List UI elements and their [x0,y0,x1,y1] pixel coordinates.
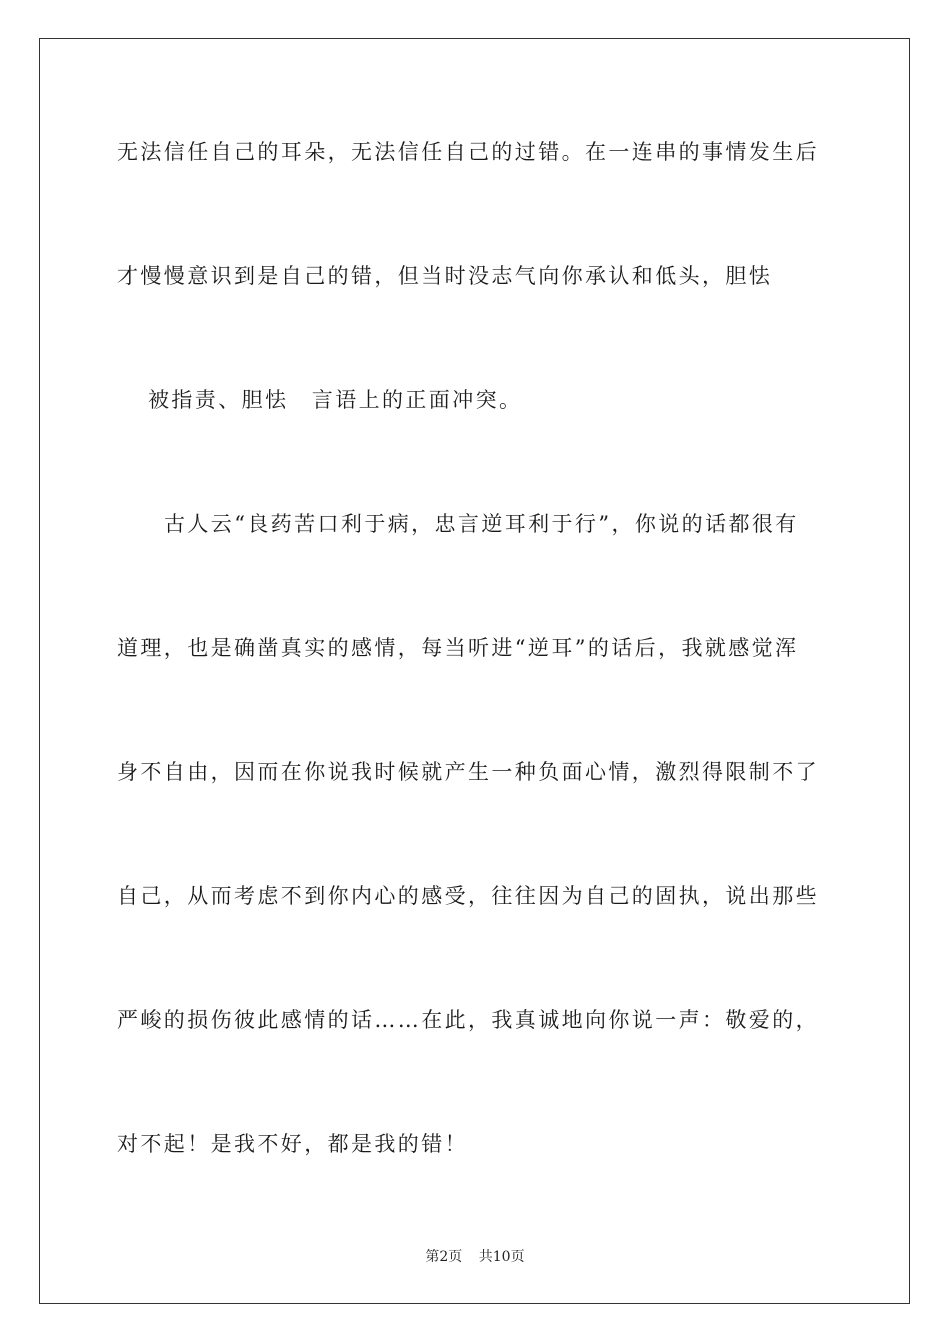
text-line-1: 无法信任自己的耳朵，无法信任自己的过错。在一连串的事情发生后 [117,140,819,164]
text-line-3: 被指责、胆怯 言语上的正面冲突。 [148,388,523,412]
text-line-6: 身不自由，因而在你说我时候就产生一种负面心情，激烈得限制不了 [117,760,819,784]
text-line-8: 严峻的损伤彼此感情的话……在此，我真诚地向你说一声：敬爱的， [117,1008,819,1032]
text-line-9: 对不起！是我不好，都是我的错！ [117,1132,468,1156]
text-line-4: 古人云“良药苦口利于病，忠言逆耳利于行”，你说的话都很有 [164,512,799,536]
page-footer [0,1246,950,1266]
page-number: 第2页 [425,1249,463,1265]
page-total: 共10页 [478,1249,525,1265]
text-line-7: 自己，从而考虑不到你内心的感受，往往因为自己的固执，说出那些 [117,884,819,908]
page-frame [39,38,910,1304]
text-line-2: 才慢慢意识到是自己的错，但当时没志气向你承认和低头，胆怯 [117,264,773,288]
text-line-5: 道理，也是确凿真实的感情，每当听进“逆耳”的话后，我就感觉浑 [117,636,799,660]
